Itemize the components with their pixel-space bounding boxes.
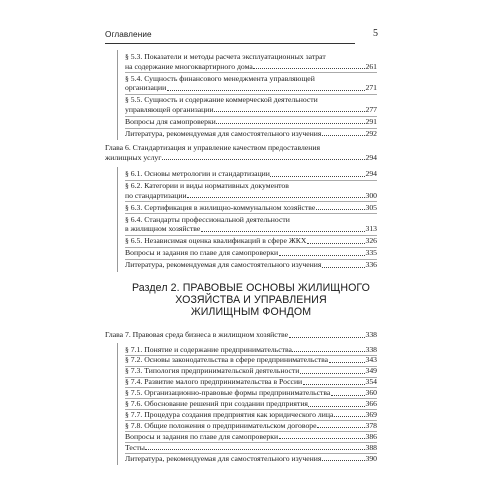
toc-page-number: 338	[365, 330, 377, 339]
toc-page-number: 390	[365, 453, 377, 463]
toc-page-number: 277	[365, 104, 377, 114]
dot-leader	[216, 122, 365, 124]
toc-page-number: 386	[365, 431, 377, 441]
toc-entry[interactable]	[125, 454, 377, 464]
toc-chapter-entry[interactable]	[105, 143, 377, 162]
dot-leader	[300, 372, 365, 374]
toc-entry-title-cont: в жилищном хозяйстве	[125, 224, 201, 234]
toc-entry-title: § 5.4. Сущность финансового менеджмента управляющей	[125, 73, 315, 83]
dot-leader	[167, 89, 365, 91]
section-indent-bar	[117, 50, 118, 140]
section-indent-bar	[117, 167, 118, 272]
dot-leader	[214, 110, 365, 112]
toc-entry[interactable]	[125, 248, 377, 258]
toc-entry[interactable]	[125, 117, 377, 127]
toc-entry-title: § 7.2. Основы законодательства в сфере предпринимательства	[125, 355, 329, 365]
toc-entry-title-cont: по стандартизации	[125, 190, 187, 200]
toc-entry-title: § 5.5. Сущность и содержание коммерческой деятельности	[125, 95, 318, 105]
toc-page-number: 305	[365, 202, 377, 212]
toc-entry-title-cont: организации	[125, 83, 167, 93]
part-title-line: ХОЗЯЙСТВА И УПРАВЛЕНИЯ	[175, 294, 327, 307]
toc-page-number: 292	[365, 128, 377, 138]
toc-entry-title: Глава 6. Стандартизация и управление качеством предоставления	[105, 143, 320, 152]
dot-leader	[316, 208, 365, 210]
dot-leader	[145, 448, 365, 450]
toc-page-number: 378	[365, 420, 377, 430]
toc-entry[interactable]	[125, 203, 377, 213]
toc-entry[interactable]	[125, 74, 377, 93]
toc-entry-title: Вопросы и задания по главе для самопроверки	[125, 248, 279, 258]
toc-page-number: 294	[365, 169, 377, 178]
toc-entry-title: § 7.8. Общие положения о предпринимательском договоре	[125, 420, 317, 430]
toc-entry-title: § 7.4. Развитие малого предпринимательства в России	[125, 377, 303, 387]
toc-page-number: 388	[365, 442, 377, 452]
toc-entry-title: Литература, рекомендуемая для самостоятельного изучения	[125, 128, 322, 138]
toc-entry[interactable]	[125, 169, 377, 179]
toc-chapter-entry[interactable]	[105, 330, 377, 340]
toc-entry-title-cont: на содержание многоквартирного дома	[125, 61, 253, 71]
dot-leader	[279, 437, 365, 439]
toc-entry-title: § 7.1. Понятие и содержание предпринимательства	[125, 344, 292, 354]
dot-leader	[329, 361, 365, 363]
dot-leader	[201, 230, 365, 232]
dot-leader	[331, 394, 365, 396]
toc-entry[interactable]	[125, 399, 377, 409]
toc-page-number: 300	[365, 190, 377, 200]
toc-entry-title: Литература, рекомендуемая для самостоятельного изучения	[125, 260, 322, 270]
page-number: 5	[373, 28, 378, 39]
toc-entry-title: § 6.1. Основы метрологии и стандартизации	[125, 169, 270, 178]
dot-leader	[322, 134, 365, 136]
toc-page-number: 335	[365, 248, 377, 258]
toc-page-number: 366	[365, 399, 377, 408]
toc-entry[interactable]	[125, 388, 377, 398]
toc-page-number: 360	[365, 388, 377, 398]
toc-page-number: 291	[365, 116, 377, 126]
toc-entry[interactable]	[125, 410, 377, 420]
toc-entry[interactable]	[125, 215, 377, 234]
toc-entry-title: § 7.6. Обоснование решений при создании предприятия	[125, 399, 308, 408]
toc-entry-title: § 6.3. Сертификация в жилищно-коммунальном хозяйстве	[125, 202, 316, 212]
dot-leader	[303, 383, 365, 385]
toc-entry-title: § 6.5. Независимая оценка квалификаций в сфере ЖКХ	[125, 236, 307, 246]
toc-entry[interactable]	[125, 432, 377, 442]
section-indent-bar	[117, 343, 118, 466]
dot-leader	[292, 350, 365, 352]
part-title	[105, 282, 397, 319]
dot-leader	[279, 254, 365, 256]
toc-page-number: 369	[365, 409, 377, 419]
dot-leader	[308, 405, 364, 407]
toc-page-number: 336	[365, 260, 377, 270]
toc-entry[interactable]	[125, 421, 377, 431]
toc-entry[interactable]	[125, 377, 377, 387]
toc-entry[interactable]	[125, 355, 377, 365]
toc-entry-title: § 6.4. Стандарты профессиональной деятельности	[125, 214, 290, 224]
dot-leader	[187, 196, 365, 198]
toc-entry[interactable]	[125, 260, 377, 270]
dot-leader	[307, 242, 365, 244]
dot-leader	[253, 67, 365, 69]
toc-entry[interactable]	[125, 52, 377, 71]
dot-leader	[289, 336, 365, 338]
toc-entry-title: Тесты	[125, 442, 145, 452]
toc-page-number: 354	[365, 377, 377, 387]
toc-entry-title: Литература, рекомендуемая для самостоятельного изучения	[125, 453, 322, 463]
part-title-line: ЖИЛИЩНЫМ ФОНДОМ	[190, 306, 312, 319]
toc-entry[interactable]	[125, 345, 377, 355]
part-title-line: Раздел 2. ПРАВОВЫЕ ОСНОВЫ ЖИЛИЩНОГО	[131, 282, 370, 294]
running-head: Оглавление	[105, 30, 152, 39]
toc-page-number: 313	[365, 224, 377, 234]
toc-page-number: 326	[365, 236, 377, 246]
toc-entry-title: § 7.5. Организационно-правовые формы предпринимательства	[125, 388, 331, 398]
toc-entry-title: Глава 7. Правовая среда бизнеса в жилищном хозяйстве	[105, 330, 289, 339]
toc-entry-title: § 7.3. Типология предпринимательской деятельности	[125, 366, 300, 376]
toc-entry-title: § 7.7. Процедура создания предприятия как юридического лица	[125, 409, 334, 419]
toc-entry[interactable]	[125, 366, 377, 376]
toc-entry-title: Вопросы для самопроверки	[125, 116, 216, 126]
toc-page-number: 343	[365, 355, 377, 365]
toc-entry-title-cont: управляющей организации	[125, 104, 214, 114]
toc-page-number: 349	[365, 366, 377, 376]
toc-entry[interactable]	[125, 95, 377, 114]
toc-entry-title: § 5.3. Показатели и методы расчета эксплуатационных затрат	[125, 52, 326, 61]
toc-entry-title: Вопросы и задания по главе для самопроверки	[125, 431, 279, 441]
dot-leader	[334, 415, 365, 417]
dot-leader	[162, 158, 365, 160]
dot-leader	[270, 175, 365, 177]
toc-entry[interactable]	[125, 443, 377, 453]
toc-entry[interactable]	[125, 129, 377, 139]
toc-page-number: 338	[365, 344, 377, 354]
toc-page-number: 261	[365, 61, 377, 71]
dot-leader	[317, 426, 365, 428]
toc-entry[interactable]	[125, 181, 377, 200]
toc-page-number: 294	[365, 152, 377, 162]
dot-leader	[322, 266, 365, 268]
dot-leader	[322, 459, 365, 461]
toc-page-number: 271	[365, 83, 377, 93]
toc-entry[interactable]	[125, 236, 377, 246]
toc-entry-title: § 6.2. Категории и виды нормативных документов	[125, 181, 289, 190]
toc-entry-title-cont: жилищных услуг	[105, 152, 162, 162]
